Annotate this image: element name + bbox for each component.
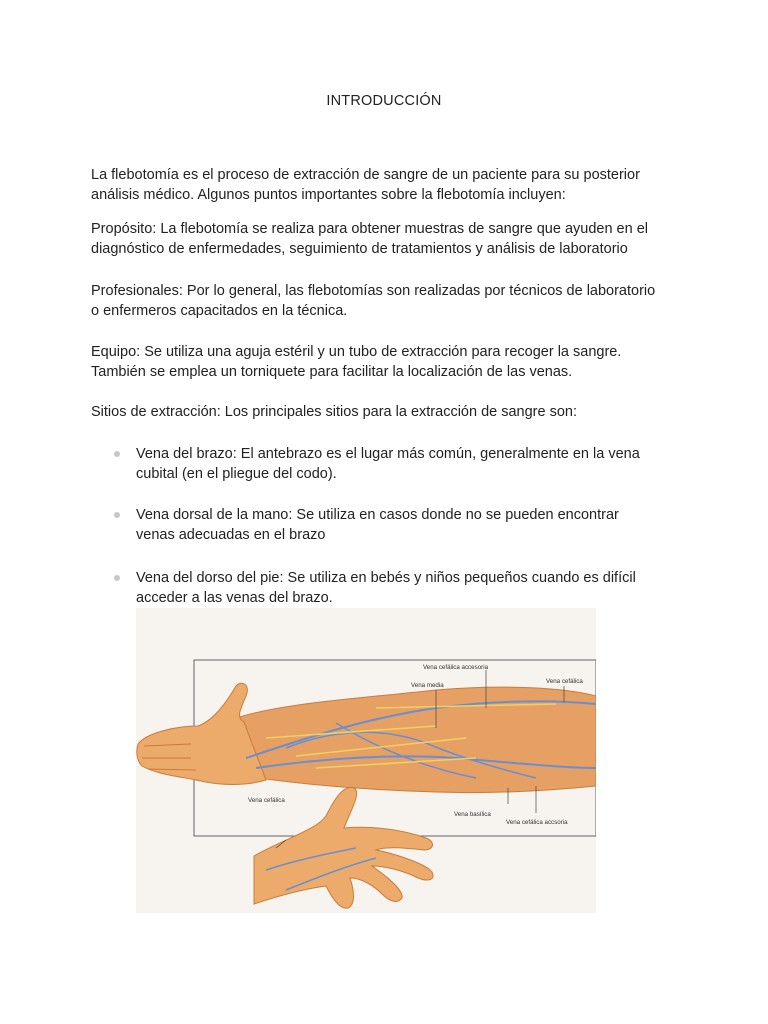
text-line: diagnóstico de enfermedades, seguimiento de tratamientos y análisis de laboratorio bbox=[91, 241, 628, 257]
text-line: La flebotomía es el proceso de extracción de sangre de un paciente para su posterior bbox=[91, 167, 640, 183]
label-vena-media: Vena media bbox=[411, 682, 444, 689]
text-line: Vena del brazo: El antebrazo es el lugar más común, generalmente en la vena bbox=[136, 446, 640, 462]
proposito-paragraph bbox=[91, 219, 691, 259]
text-line: Equipo: Se utiliza una aguja estéril y un tubo de extracción para recoger la sangre. bbox=[91, 344, 622, 360]
text-line: acceder a las venas del brazo. bbox=[136, 590, 333, 606]
text-line: cubital (en el pliegue del codo). bbox=[136, 466, 337, 482]
sitios-paragraph: Sitios de extracción: Los principales sitios para la extracción de sangre son: bbox=[91, 404, 578, 420]
arm-veins-svg bbox=[136, 608, 596, 913]
text-line: Vena dorsal de la mano: Se utiliza en casos donde no se pueden encontrar bbox=[136, 507, 619, 523]
bullet-icon bbox=[114, 451, 120, 457]
page-title: INTRODUCCIÓN bbox=[326, 93, 442, 109]
list-item bbox=[136, 444, 686, 484]
text-line: Vena del dorso del pie: Se utiliza en bebés y niños pequeños cuando es difícil bbox=[136, 570, 636, 586]
lower-hand-shape bbox=[254, 787, 433, 908]
label-basilica: Vena basílica bbox=[454, 811, 491, 818]
label-cefalica-accesoria-top: Vena cefálica accesoria bbox=[423, 664, 489, 671]
label-cefalica-right: Vena cefálica bbox=[546, 678, 583, 685]
intro-paragraph bbox=[91, 165, 691, 205]
text-line: Propósito: La flebotomía se realiza para obtener muestras de sangre que ayuden en el bbox=[91, 221, 648, 237]
list-item bbox=[136, 568, 686, 608]
bullet-icon bbox=[114, 575, 120, 581]
forearm-shape bbox=[231, 687, 596, 792]
label-cefalica-hand: Vena cefálica bbox=[248, 797, 285, 804]
profesionales-paragraph bbox=[91, 281, 691, 321]
list-item bbox=[136, 505, 686, 545]
text-line: venas adecuadas en el brazo bbox=[136, 527, 326, 543]
bullet-icon bbox=[114, 512, 120, 518]
text-line: Profesionales: Por lo general, las flebotomías son realizadas por técnicos de laboratorio bbox=[91, 283, 656, 299]
text-line: También se emplea un torniquete para facilitar la localización de las venas. bbox=[91, 364, 573, 380]
label-cefalica-accesoria-bottom: Vena cefálica accsoria bbox=[506, 819, 568, 826]
text-line: análisis médico. Algunos puntos importantes sobre la flebotomía incluyen: bbox=[91, 187, 566, 203]
equipo-paragraph bbox=[91, 342, 691, 382]
arm-veins-illustration bbox=[136, 608, 596, 913]
text-line: o enfermeros capacitados en la técnica. bbox=[91, 303, 348, 319]
